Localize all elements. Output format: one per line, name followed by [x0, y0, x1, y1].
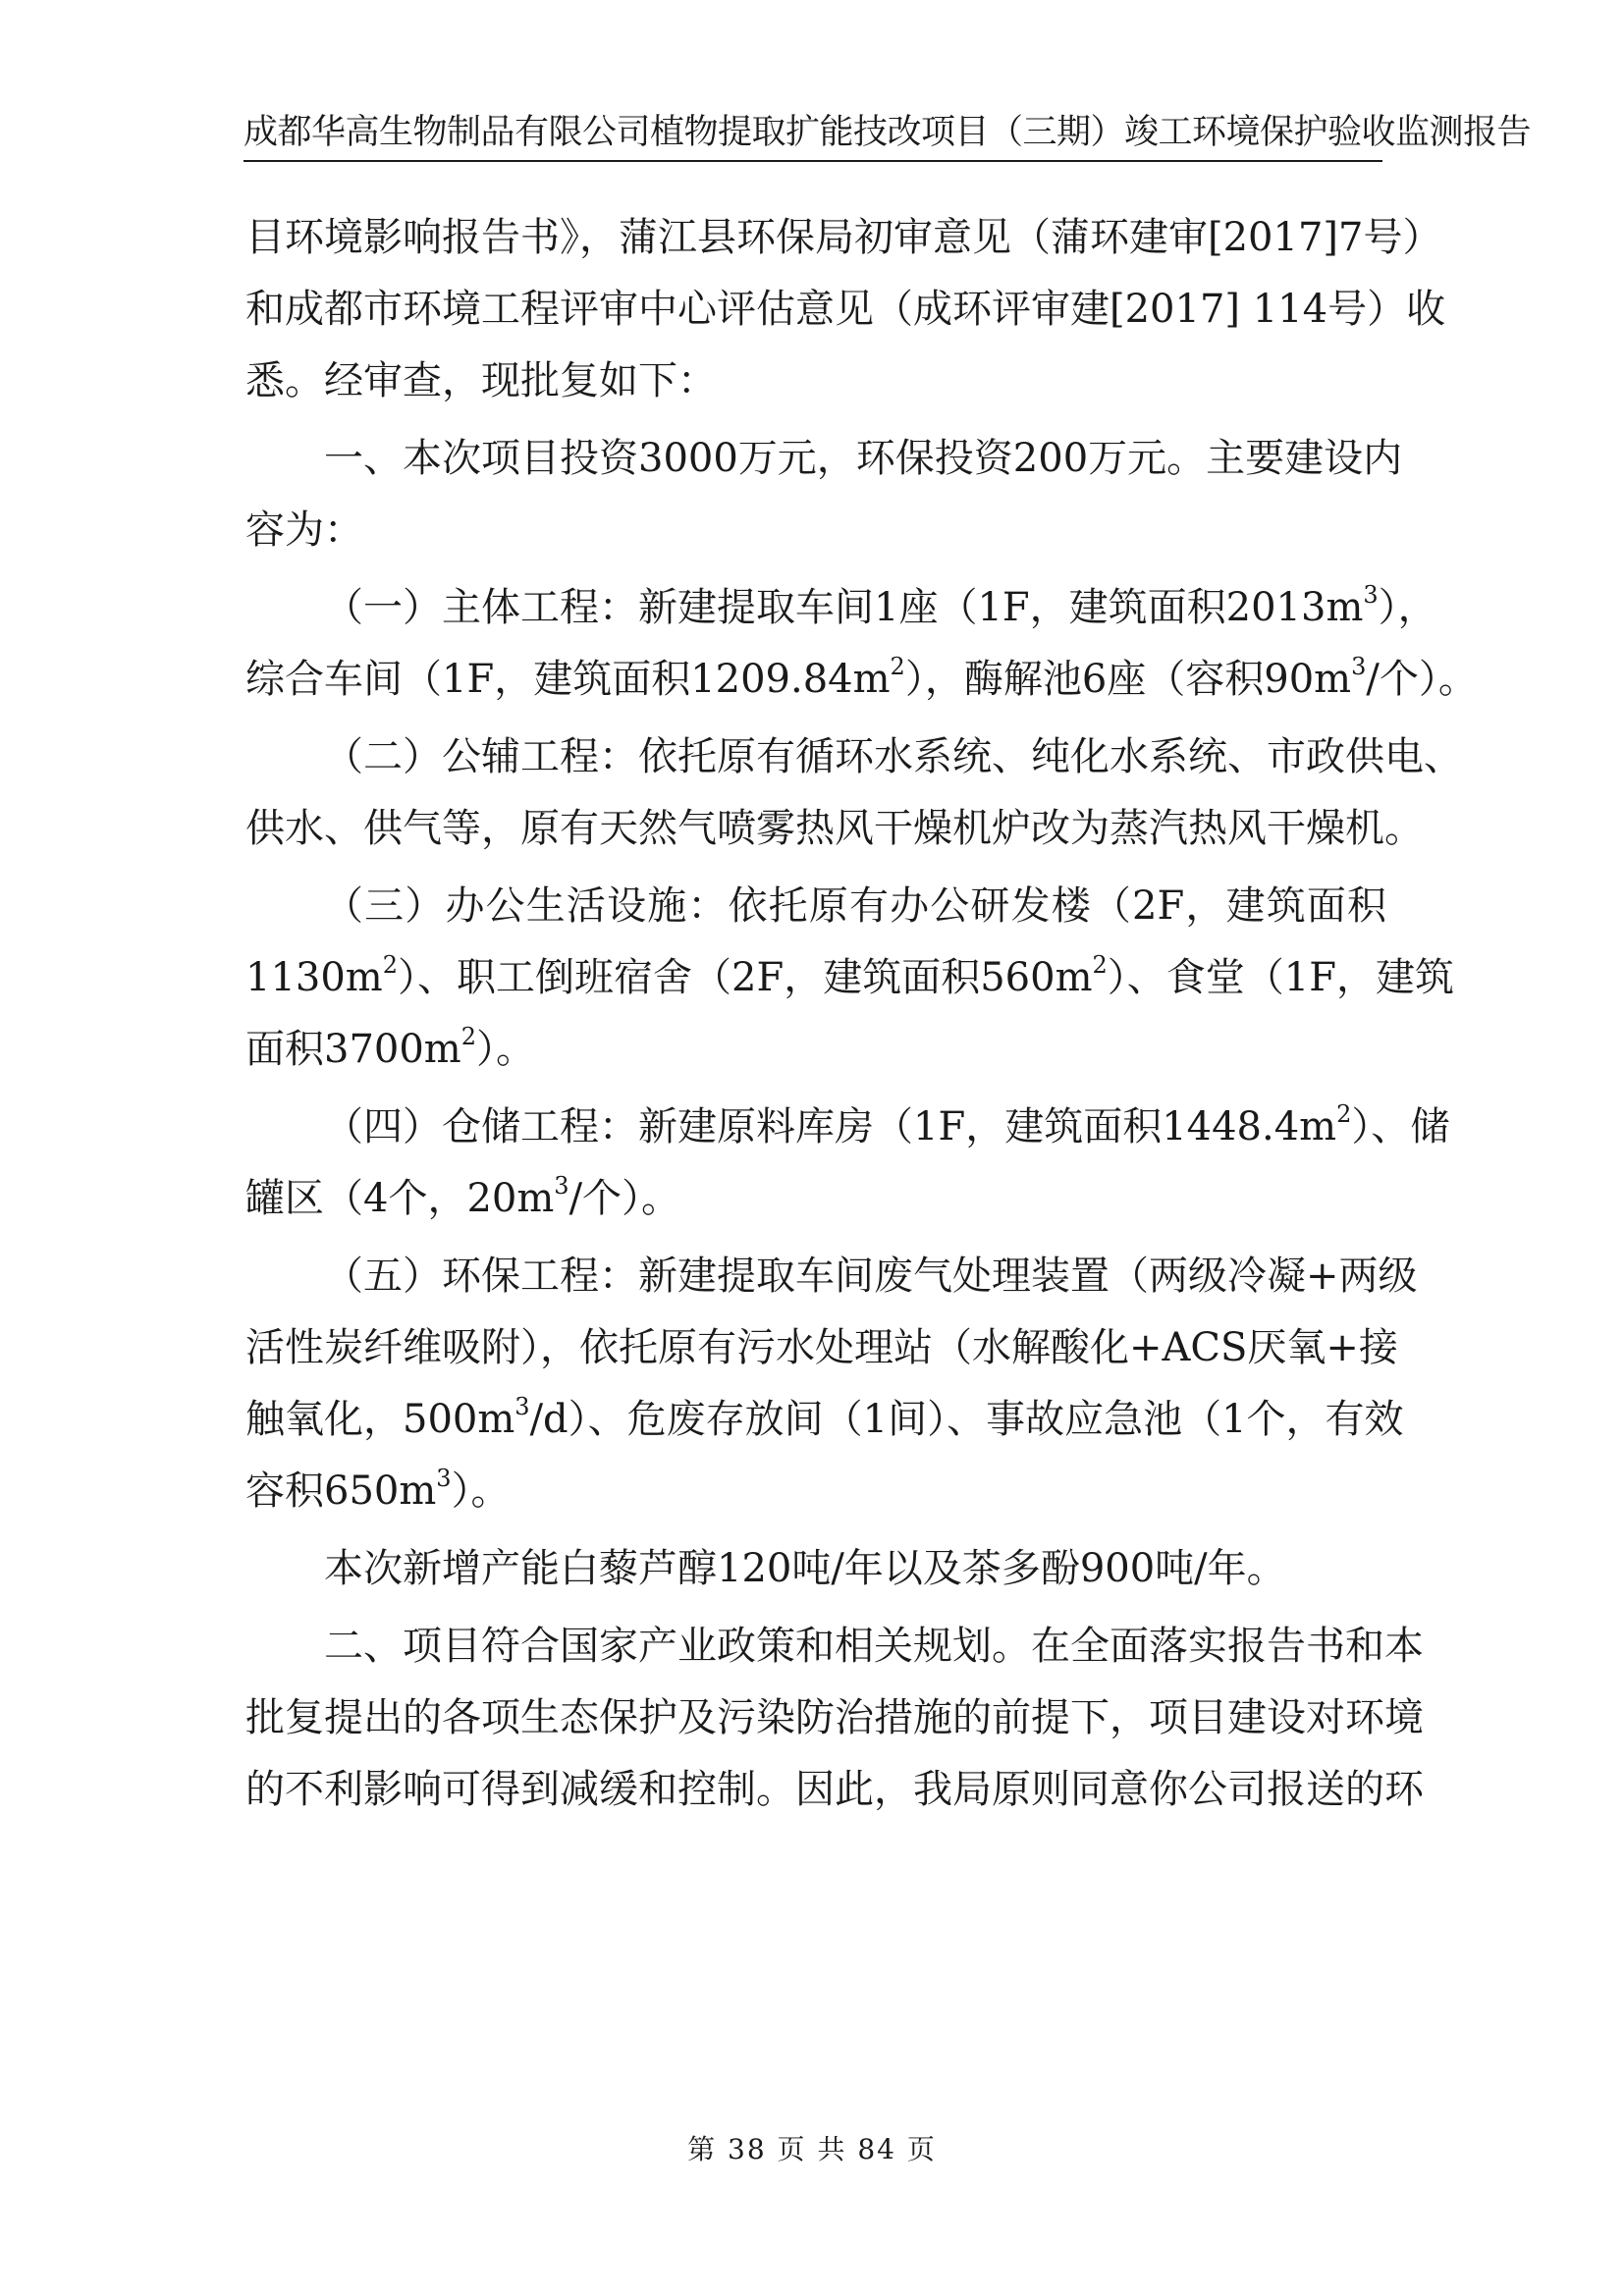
paragraph-line: 面积$3700m^2$）。 — [245, 1022, 536, 1072]
paragraph-line: 综合车间（1F，建筑面积$1209.84m^2$），酶解池6座（容积$90m^3/$个）。 — [245, 652, 1478, 702]
paragraph-line: （一）主体工程：新建提取车间1座（1F，建筑面积$2013m^3$）， — [324, 580, 1437, 630]
paragraph-line: （五）环保工程：新建提取车间废气处理装置（两级冷凝+两级 — [324, 1254, 1418, 1299]
paragraph-line: （三）办公生活设施：依托原有办公研发楼（2F，建筑面积 — [324, 883, 1386, 929]
paragraph-line: （二）公辅工程：依托原有循环水系统、纯化水系统、市政供电、 — [324, 734, 1463, 779]
paragraph-line: 批复提出的各项生态保护及污染防治措施的前提下，项目建设对环境 — [245, 1695, 1424, 1740]
paragraph-line: （四）仓储工程：新建原料库房（1F，建筑面积$1448.4m^2$）、储 — [324, 1099, 1450, 1149]
paragraph-line: 的不利影响可得到减缓和控制。因此，我局原则同意你公司报送的环 — [245, 1767, 1424, 1812]
paragraph-line: 和成都市环境工程评审中心评估意见（成环评审建[2017] 114号）收 — [245, 287, 1446, 332]
paragraph-line: $1130m^2$）、职工倒班宿舍（2F，建筑面积$560m^2$）、食堂（1F，建筑 — [245, 950, 1454, 1000]
paragraph-line: 悉。经审查，现批复如下： — [245, 358, 717, 403]
paragraph-line: 二、项目符合国家产业政策和相关规划。在全面落实报告书和本 — [324, 1624, 1424, 1669]
paragraph-line: 一、本次项目投资3000万元，环保投资200万元。主要建设内 — [324, 436, 1403, 481]
paragraph-line: 容积$650m^3$）。 — [245, 1464, 511, 1514]
paragraph-line: 目环境影响报告书》，蒲江县环保局初审意见（蒲环建审[2017]7号） — [245, 215, 1442, 260]
header-rule — [244, 160, 1382, 162]
paragraph-line: 罐区（4个，$20m^3/$个）。 — [245, 1171, 681, 1221]
page-number: 第 38 页 共 84 页 — [687, 2133, 937, 2165]
paragraph-line: 本次新增产能白藜芦醇120吨/年以及茶多酚900吨/年。 — [324, 1546, 1286, 1591]
paragraph-line: 容为： — [245, 507, 363, 553]
paragraph-line: 供水、供气等，原有天然气喷雾热风干燥机炉改为蒸汽热风干燥机。 — [245, 806, 1424, 851]
paragraph-line: 活性炭纤维吸附），依托原有污水处理站（水解酸化+ACS厌氧+接 — [245, 1325, 1398, 1370]
running-header: 成都华高生物制品有限公司植物提取扩能技改项目（三期）竣工环境保护验收监测报告 — [244, 113, 1532, 152]
paragraph-line: 触氧化，$500m^3/d$）、危废存放间（1间）、事故应急池（1个，有效 — [245, 1392, 1404, 1442]
